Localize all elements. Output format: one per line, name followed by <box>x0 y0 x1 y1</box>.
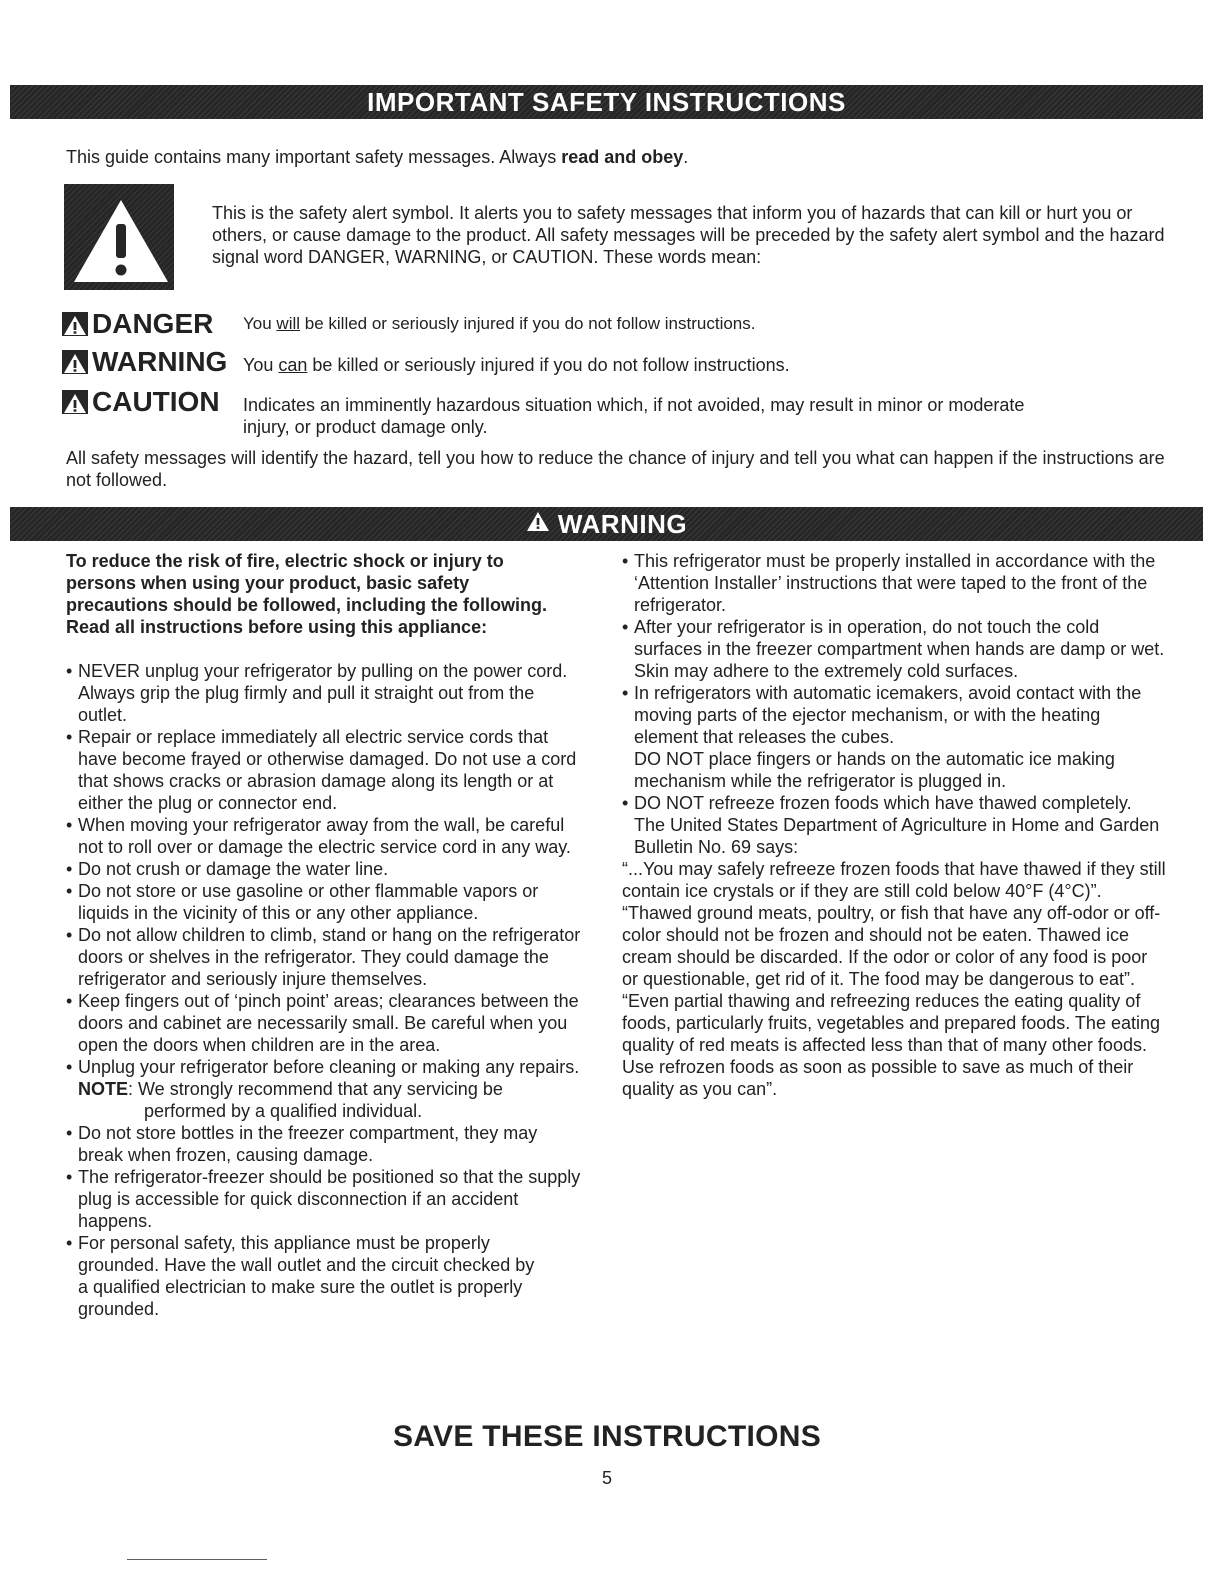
danger-description: You will be killed or seriously injured if you do not follow instructions. <box>243 314 756 333</box>
list-item: • NEVER unplug your refrigerator by pulling on the power cord. Always grip the plug firmly and pull it straight out from the outlet. <box>66 660 586 726</box>
save-instructions-heading: SAVE THESE INSTRUCTIONS <box>392 1420 822 1453</box>
warning-triangle-icon <box>526 506 550 540</box>
list-item: • Do not store bottles in the freezer compartment, they may break when frozen, causing damage. <box>66 1122 586 1166</box>
list-item: • After your refrigerator is in operation, do not touch the cold surfaces in the freezer compartment when hands are damp or wet. Skin may adhere to the extremely cold surfaces. <box>622 616 1167 682</box>
list-item: • Do not crush or damage the water line. <box>66 858 586 880</box>
list-item: • In refrigerators with automatic icemakers, avoid contact with the moving parts of the ejector mechanism, or with the heating element that releases the cubes. <box>622 682 1167 748</box>
page-number: 5 <box>601 1468 612 1488</box>
list-item: • Do not store or use gasoline or other flammable vapors or liquids in the vicinity of this or any other appliance. <box>66 880 586 924</box>
list-item: • This refrigerator must be properly installed in accordance with the ‘Attention Installer’ instructions that were taped to the front of the refrigerator. <box>622 550 1167 616</box>
caution-signal: CAUTION <box>62 386 220 418</box>
list-item: • Unplug your refrigerator before cleaning or making any repairs. <box>66 1056 586 1078</box>
alert-symbol-text: This is the safety alert symbol. It alerts you to safety messages that inform you of hazards that can kill or hurt you or others, or cause damage to the product. All safety messages will be preceded by the safety alert symbol and the hazard signal word DANGER, WARNING, or CAUTION. These words mean: <box>212 203 1165 267</box>
list-item-continuation: DO NOT place fingers or hands on the automatic ice making mechanism while the refrigerator is plugged in. <box>634 749 1115 791</box>
caution-description: Indicates an imminently hazardous situation which, if not avoided, may result in minor or moderate injury, or product damage only. <box>243 395 1025 437</box>
list-item: • When moving your refrigerator away from the wall, be careful not to roll over or damage the electric service cord in any way. <box>66 814 586 858</box>
left-column <box>66 550 586 1320</box>
list-item: • DO NOT refreeze frozen foods which have thawed completely. The United States Department of Agriculture in Home and Garden Bulletin No. 69 says: <box>622 792 1167 858</box>
list-item: • For personal safety, this appliance must be properly grounded. Have the wall outlet and the circuit checked by a qualified electrician to make sure the outlet is properly grounded. <box>66 1232 548 1320</box>
quote-paragraph: “Thawed ground meats, poultry, or fish that have any off-odor or off-color should not be frozen and should not be eaten. Thawed ice cream should be discarded. If the odor or color of any food is poor or questionable, get rid of it. The food may be dangerous to eat”. <box>622 903 1161 989</box>
list-item: • Do not allow children to climb, stand or hang on the refrigerator doors or shelves in the refrigerator. They could damage the refrigerator and seriously injure themselves. <box>66 924 586 990</box>
quote-paragraph: “...You may safely refreeze frozen foods that have thawed if they still contain ice crystals or if they are still cold below 40°F (4°C)”. <box>622 859 1166 901</box>
list-item: • Repair or replace immediately all electric service cords that have become frayed or otherwise damaged. Do not use a cord that shows cracks or abrasion damage along its length or at either the plug or connector end. <box>66 726 586 814</box>
note-continuation: performed by a qualified individual. <box>144 1101 423 1121</box>
warning-triangle-icon <box>62 350 88 374</box>
danger-signal: DANGER <box>62 308 213 340</box>
safety-alert-icon <box>64 184 174 290</box>
warning-triangle-icon <box>62 312 88 336</box>
intro-text: This guide contains many important safety messages. Always read and obey. <box>66 147 689 167</box>
summary-text: All safety messages will identify the hazard, tell you how to reduce the chance of injury and tell you what can happen if the instructions are not followed. <box>66 448 1165 490</box>
list-item: • Keep fingers out of ‘pinch point’ areas; clearances between the doors and cabinet are necessarily small. Be careful when you open the doors when children are in the area. <box>66 990 586 1056</box>
note: NOTE: We strongly recommend that any servicing be <box>78 1079 503 1099</box>
warning-banner <box>10 507 1203 541</box>
warning-triangle-icon <box>62 390 88 414</box>
quote-paragraph: “Even partial thawing and refreezing reduces the eating quality of foods, particularly fruits, vegetables and prepared foods. The eating quality of red meats is affected less than that of many other foods. Use refrozen foods as soon as possible to save as much of their quality as you can”. <box>622 991 1160 1099</box>
header-banner <box>10 85 1203 119</box>
list-item: • The refrigerator-freezer should be positioned so that the supply plug is accessible for quick disconnection if an accident happens. <box>66 1166 586 1232</box>
footer-divider <box>127 1559 267 1560</box>
page-title: IMPORTANT SAFETY INSTRUCTIONS <box>367 87 846 117</box>
lead-paragraph: To reduce the risk of fire, electric shock or injury to persons when using your product, basic safety precautions should be followed, including the following. Read all instructions before using this appliance: <box>66 551 547 637</box>
warning-banner-title: WARNING <box>557 509 688 539</box>
warning-signal: WARNING <box>62 346 227 378</box>
right-column <box>622 550 1167 1100</box>
warning-description: You can be killed or seriously injured if you do not follow instructions. <box>243 355 790 375</box>
